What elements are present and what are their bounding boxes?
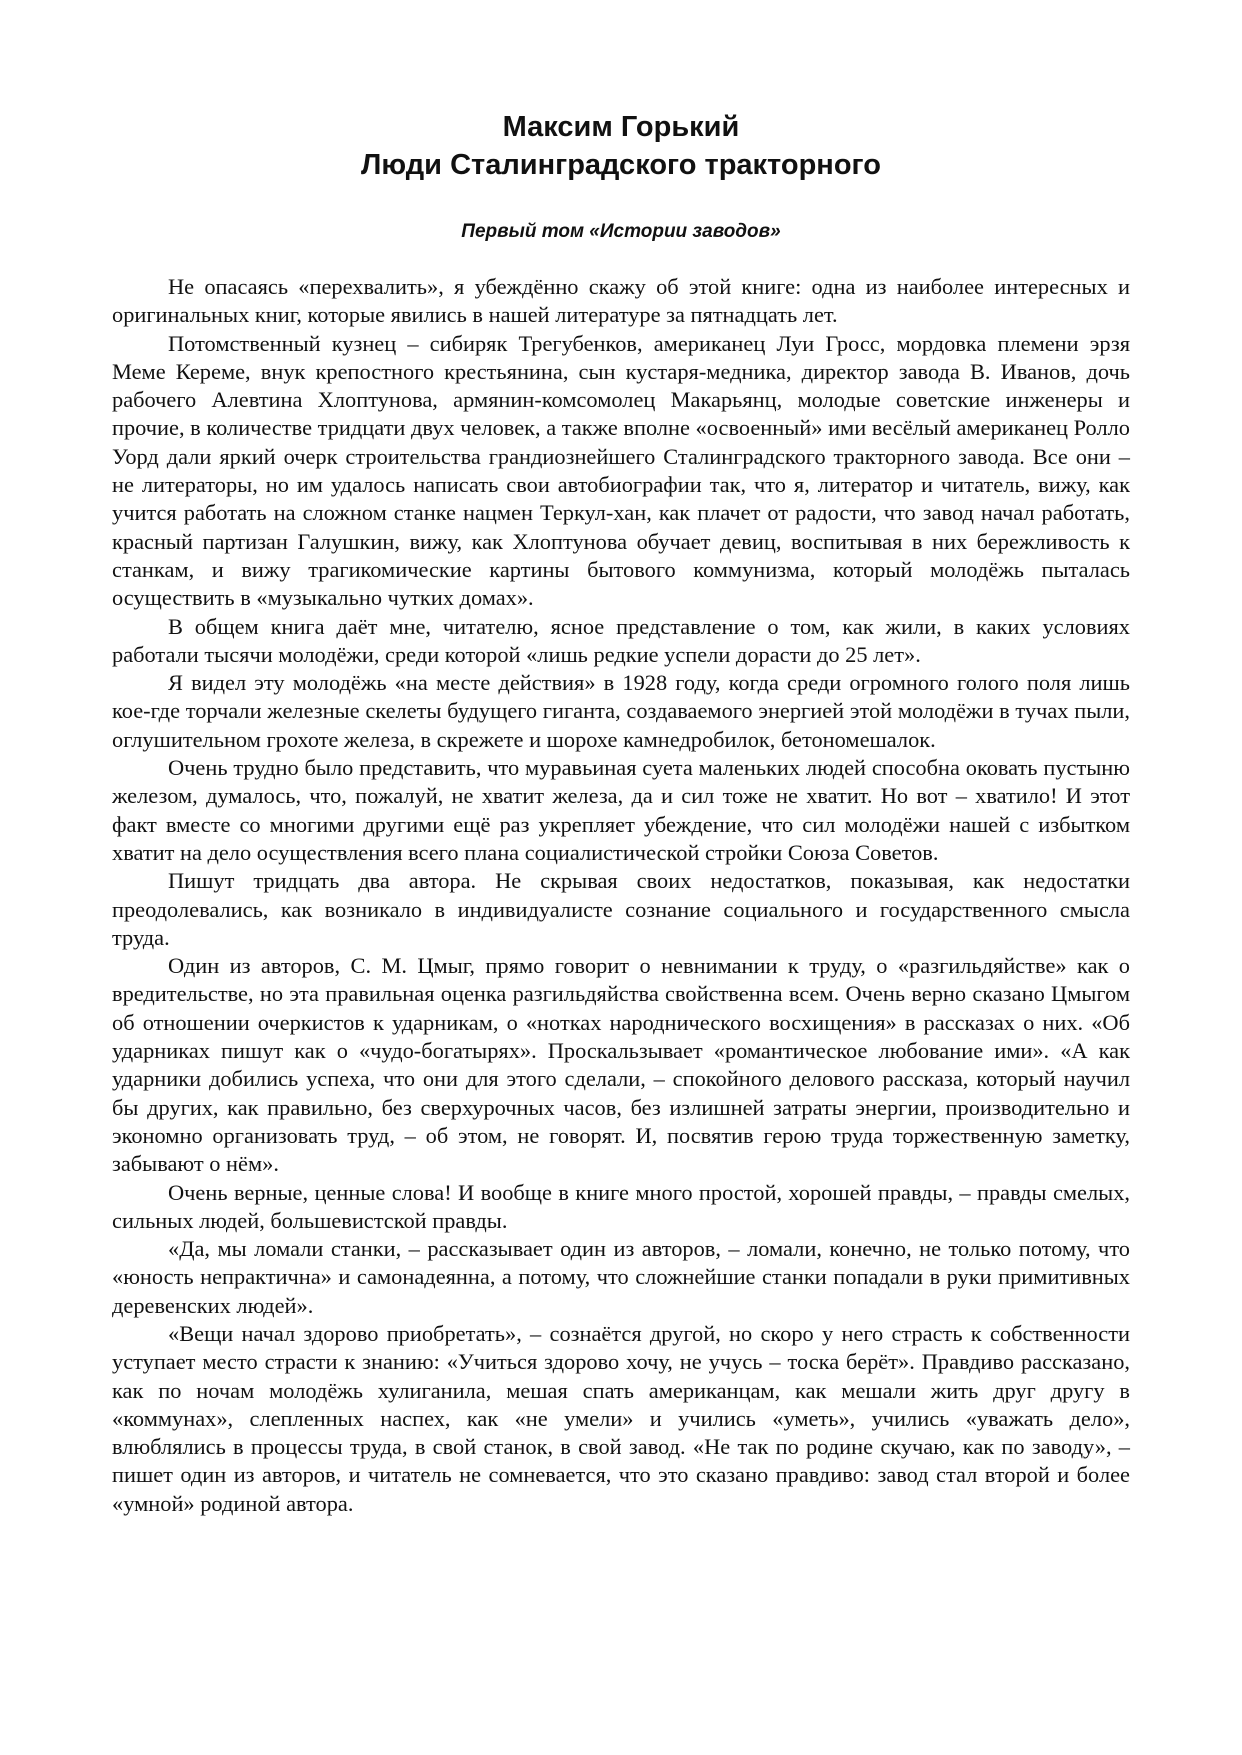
author-name: Максим Горький	[502, 111, 740, 143]
paragraph: Очень верные, ценные слова! И вообще в книге много простой, хорошей правды, – правды смелых, сильных людей, большевистской правды.	[112, 1179, 1130, 1233]
paragraph: Я видел эту молодёжь «на месте действия» в 1928 году, когда среди огромного голого поля лишь кое-где торчали железные скелеты будущего гиганта, создаваемого энергией этой молодёжи в тучах пыли, оглушительном грохоте железа, в скрежете и шорохе камнедробилок, бетономешалок.	[112, 670, 1130, 752]
document-page	[112, 0, 1130, 1755]
paragraph: Не опасаясь «перехвалить», я убеждённо скажу об этой книге: одна из наиболее интересных и оригинальных книг, которые явились в нашей литературе за пятнадцать лет.	[112, 274, 1130, 328]
paragraph: «Да, мы ломали станки, – рассказывает один из авторов, – ломали, конечно, не только потому, что «юность непрактична» и самонадеянна, а потому, что сложнейшие станки попадали в руки примитивных деревенских людей».	[112, 1236, 1130, 1318]
paragraph: «Вещи начал здорово приобретать», – сознаётся другой, но скоро у него страсть к собственности уступает место страсти к знанию: «Учиться здорово хочу, не учусь – тоска берёт». Правдиво рассказано, как по ночам молодёжь хулиганила, мешая спать американцам, как мешали жить друг другу в «коммунах», слепленных наспех, как «не умели» и учились «уметь», учились «уважать дело», влюблялись в процессы труда, в свой станок, в свой завод. «Не так по родине скучаю, как по заводу», – пишет один из авторов, и читатель не сомневается, что это сказано правдиво: завод стал второй и более «умной» родиной автора.	[112, 1320, 1130, 1516]
paragraph: В общем книга даёт мне, читателю, ясное представление о том, как жили, в каких условиях работали тысячи молодёжи, среди которой «лишь редкие успели дорасти до 25 лет».	[112, 613, 1130, 667]
paragraph: Один из авторов, С. М. Цмыг, прямо говорит о невнимании к труду, о «разгильдяйстве» как о вредительстве, но эта правильная оценка разгильдяйства свойственна всем. Очень верно сказано Цмыгом об отношении очеркистов к ударникам, о «нотках народнического восхищения» в рассказах о них. «Об ударниках пишут как о «чудо-богатырях». Проскальзывает «романтическое любование ими». «А как ударники добились успеха, что они для этого сделали, – спокойного делового рассказа, который научил бы других, как правильно, без сверхурочных часов, без излишней затраты энергии, производительно и экономно организовать труд, – об этом, не говорят. И, посвятив герою труда торжественную заметку, забывают о нём».	[112, 953, 1130, 1177]
document-title: Люди Сталинградского тракторного	[361, 149, 881, 181]
document-body	[112, 273, 1130, 1518]
document-subtitle: Первый том «Истории заводов»	[461, 221, 781, 242]
document-header	[112, 0, 1130, 184]
paragraph: Пишут тридцать два автора. Не скрывая своих недостатков, показывая, как недостатки преодолевались, как возникало в индивидуалисте сознание социального и государственного смысла труда.	[112, 868, 1130, 950]
paragraph: Потомственный кузнец – сибиряк Трегубенков, американец Луи Гросс, мордовка племени эрзя Меме Кереме, внук крепостного крестьянина, сын кустаря-медника, директор завода В. Иванов, дочь рабочего Алевтина Хлоптунова, армянин-комсомолец Макарьянц, молодые советские инженеры и прочие, в количестве тридцати двух человек, а также вполне «освоенный» ими весёлый американец Ролло Уорд дали яркий очерк строительства грандиознейшего Сталинградского тракторного завода. Все они – не литераторы, но им удалось написать свои автобиографии так, что я, литератор и читатель, вижу, как учится работать на сложном станке нацмен Теркул-хан, как плачет от радости, что завод начал работать, красный партизан Галушкин, вижу, как Хлоптунова обучает девиц, воспитывая в них бережливость к станкам, и вижу трагикомические картины бытового коммунизма, который молодёжь пыталась осуществить в «музыкально чутких домах».	[112, 330, 1130, 611]
paragraph: Очень трудно было представить, что муравьиная суета маленьких людей способна оковать пустыню железом, думалось, что, пожалуй, не хватит железа, да и сил тоже не хватит. Но вот – хватило! И этот факт вместе со многими другими ещё раз укрепляет убеждение, что сил молодёжи нашей с избытком хватит на дело осуществления всего плана социалистической стройки Союза Советов.	[112, 755, 1130, 865]
